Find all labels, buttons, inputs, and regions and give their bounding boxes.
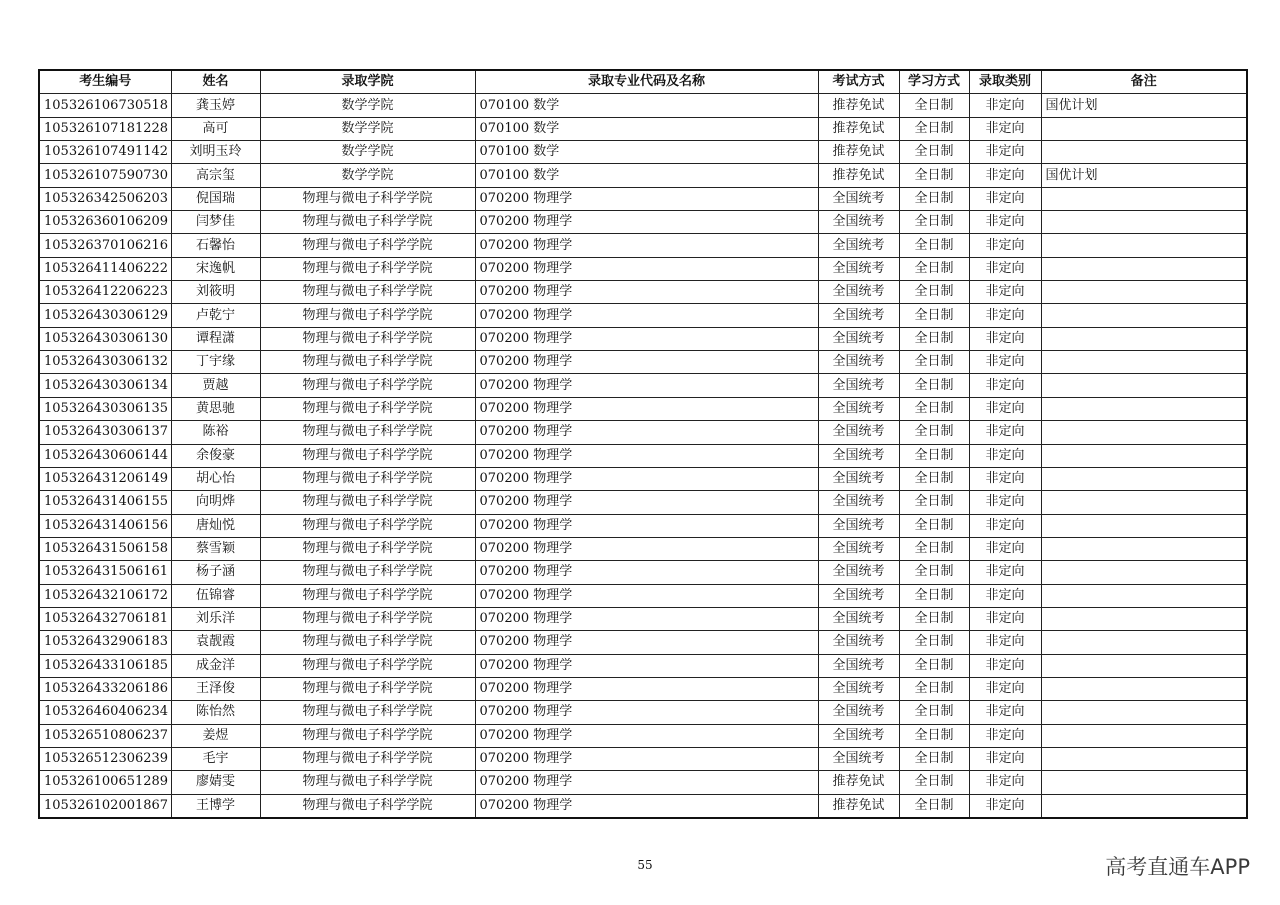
cell-major: 070200 物理学 bbox=[475, 421, 818, 444]
cell-remarks bbox=[1041, 327, 1247, 350]
table-row bbox=[39, 211, 1247, 234]
cell-name: 倪国瑞 bbox=[171, 187, 260, 210]
cell-college: 物理与微电子科学学院 bbox=[260, 187, 475, 210]
cell-exam-method: 全国统考 bbox=[818, 747, 899, 770]
table-row bbox=[39, 141, 1247, 164]
cell-name: 宋逸帆 bbox=[171, 257, 260, 280]
table-row bbox=[39, 281, 1247, 304]
cell-college: 物理与微电子科学学院 bbox=[260, 677, 475, 700]
cell-study-mode: 全日制 bbox=[899, 421, 969, 444]
cell-college: 物理与微电子科学学院 bbox=[260, 351, 475, 374]
cell-major: 070200 物理学 bbox=[475, 607, 818, 630]
cell-candidate-id: 105326431206149 bbox=[39, 467, 171, 490]
cell-exam-method: 全国统考 bbox=[818, 304, 899, 327]
cell-major: 070200 物理学 bbox=[475, 211, 818, 234]
cell-major: 070200 物理学 bbox=[475, 584, 818, 607]
cell-study-mode: 全日制 bbox=[899, 117, 969, 140]
cell-candidate-id: 105326460406234 bbox=[39, 701, 171, 724]
table-row bbox=[39, 467, 1247, 490]
cell-category: 非定向 bbox=[969, 724, 1041, 747]
cell-study-mode: 全日制 bbox=[899, 654, 969, 677]
cell-exam-method: 全国统考 bbox=[818, 351, 899, 374]
table-row bbox=[39, 351, 1247, 374]
cell-candidate-id: 105326107181228 bbox=[39, 117, 171, 140]
cell-category: 非定向 bbox=[969, 654, 1041, 677]
cell-candidate-id: 105326431406155 bbox=[39, 491, 171, 514]
cell-name: 刘明玉玲 bbox=[171, 141, 260, 164]
cell-name: 王泽俊 bbox=[171, 677, 260, 700]
cell-study-mode: 全日制 bbox=[899, 141, 969, 164]
cell-remarks bbox=[1041, 701, 1247, 724]
cell-candidate-id: 105326430306130 bbox=[39, 327, 171, 350]
cell-major: 070200 物理学 bbox=[475, 747, 818, 770]
cell-candidate-id: 105326100651289 bbox=[39, 771, 171, 794]
cell-major: 070100 数学 bbox=[475, 117, 818, 140]
cell-name: 黄思驰 bbox=[171, 397, 260, 420]
cell-candidate-id: 105326430306129 bbox=[39, 304, 171, 327]
cell-exam-method: 全国统考 bbox=[818, 397, 899, 420]
cell-category: 非定向 bbox=[969, 327, 1041, 350]
cell-candidate-id: 105326370106216 bbox=[39, 234, 171, 257]
cell-major: 070200 物理学 bbox=[475, 374, 818, 397]
cell-name: 杨子涵 bbox=[171, 561, 260, 584]
cell-exam-method: 推荐免试 bbox=[818, 794, 899, 818]
cell-college: 物理与微电子科学学院 bbox=[260, 607, 475, 630]
table-row bbox=[39, 117, 1247, 140]
table-row bbox=[39, 537, 1247, 560]
header-major: 录取专业代码及名称 bbox=[475, 70, 818, 94]
cell-category: 非定向 bbox=[969, 351, 1041, 374]
cell-remarks bbox=[1041, 187, 1247, 210]
cell-candidate-id: 105326430306137 bbox=[39, 421, 171, 444]
cell-candidate-id: 105326431506158 bbox=[39, 537, 171, 560]
cell-remarks: 国优计划 bbox=[1041, 164, 1247, 187]
header-study-mode: 学习方式 bbox=[899, 70, 969, 94]
cell-candidate-id: 105326430306134 bbox=[39, 374, 171, 397]
cell-exam-method: 全国统考 bbox=[818, 607, 899, 630]
cell-major: 070200 物理学 bbox=[475, 187, 818, 210]
cell-college: 物理与微电子科学学院 bbox=[260, 234, 475, 257]
table-row bbox=[39, 327, 1247, 350]
cell-exam-method: 全国统考 bbox=[818, 187, 899, 210]
table-row bbox=[39, 794, 1247, 818]
cell-exam-method: 全国统考 bbox=[818, 514, 899, 537]
cell-candidate-id: 105326430306132 bbox=[39, 351, 171, 374]
cell-study-mode: 全日制 bbox=[899, 397, 969, 420]
cell-exam-method: 全国统考 bbox=[818, 257, 899, 280]
cell-college: 物理与微电子科学学院 bbox=[260, 444, 475, 467]
cell-study-mode: 全日制 bbox=[899, 794, 969, 818]
cell-major: 070200 物理学 bbox=[475, 537, 818, 560]
cell-name: 成金洋 bbox=[171, 654, 260, 677]
cell-remarks bbox=[1041, 421, 1247, 444]
cell-exam-method: 推荐免试 bbox=[818, 117, 899, 140]
table-row bbox=[39, 421, 1247, 444]
cell-candidate-id: 105326430606144 bbox=[39, 444, 171, 467]
cell-exam-method: 推荐免试 bbox=[818, 141, 899, 164]
cell-exam-method: 全国统考 bbox=[818, 584, 899, 607]
table-row bbox=[39, 724, 1247, 747]
cell-study-mode: 全日制 bbox=[899, 234, 969, 257]
cell-category: 非定向 bbox=[969, 257, 1041, 280]
cell-study-mode: 全日制 bbox=[899, 257, 969, 280]
cell-exam-method: 全国统考 bbox=[818, 491, 899, 514]
table-row bbox=[39, 514, 1247, 537]
cell-name: 卢乾宁 bbox=[171, 304, 260, 327]
table-row bbox=[39, 654, 1247, 677]
cell-study-mode: 全日制 bbox=[899, 677, 969, 700]
table-row bbox=[39, 187, 1247, 210]
cell-major: 070200 物理学 bbox=[475, 351, 818, 374]
cell-candidate-id: 105326430306135 bbox=[39, 397, 171, 420]
cell-candidate-id: 105326107491142 bbox=[39, 141, 171, 164]
cell-remarks bbox=[1041, 374, 1247, 397]
cell-category: 非定向 bbox=[969, 701, 1041, 724]
cell-college: 物理与微电子科学学院 bbox=[260, 211, 475, 234]
cell-major: 070200 物理学 bbox=[475, 281, 818, 304]
cell-major: 070100 数学 bbox=[475, 94, 818, 117]
cell-college: 物理与微电子科学学院 bbox=[260, 257, 475, 280]
table-row bbox=[39, 607, 1247, 630]
cell-name: 高宗玺 bbox=[171, 164, 260, 187]
cell-candidate-id: 105326433206186 bbox=[39, 677, 171, 700]
cell-remarks bbox=[1041, 631, 1247, 654]
cell-study-mode: 全日制 bbox=[899, 374, 969, 397]
cell-category: 非定向 bbox=[969, 234, 1041, 257]
header-name: 姓名 bbox=[171, 70, 260, 94]
cell-major: 070200 物理学 bbox=[475, 397, 818, 420]
table-row bbox=[39, 94, 1247, 117]
cell-category: 非定向 bbox=[969, 397, 1041, 420]
cell-name: 陈裕 bbox=[171, 421, 260, 444]
cell-study-mode: 全日制 bbox=[899, 701, 969, 724]
cell-exam-method: 全国统考 bbox=[818, 654, 899, 677]
cell-exam-method: 全国统考 bbox=[818, 374, 899, 397]
table-row bbox=[39, 164, 1247, 187]
table-row bbox=[39, 631, 1247, 654]
cell-name: 龚玉婷 bbox=[171, 94, 260, 117]
cell-college: 物理与微电子科学学院 bbox=[260, 701, 475, 724]
cell-remarks bbox=[1041, 677, 1247, 700]
cell-candidate-id: 105326431406156 bbox=[39, 514, 171, 537]
cell-study-mode: 全日制 bbox=[899, 561, 969, 584]
cell-major: 070200 物理学 bbox=[475, 444, 818, 467]
cell-name: 陈怡然 bbox=[171, 701, 260, 724]
cell-remarks bbox=[1041, 794, 1247, 818]
table-header-row bbox=[39, 70, 1247, 94]
cell-exam-method: 全国统考 bbox=[818, 211, 899, 234]
cell-name: 王博学 bbox=[171, 794, 260, 818]
cell-study-mode: 全日制 bbox=[899, 607, 969, 630]
cell-category: 非定向 bbox=[969, 561, 1041, 584]
cell-study-mode: 全日制 bbox=[899, 747, 969, 770]
cell-name: 刘乐洋 bbox=[171, 607, 260, 630]
cell-candidate-id: 105326432906183 bbox=[39, 631, 171, 654]
cell-candidate-id: 105326432106172 bbox=[39, 584, 171, 607]
cell-remarks bbox=[1041, 117, 1247, 140]
cell-major: 070200 物理学 bbox=[475, 631, 818, 654]
cell-college: 物理与微电子科学学院 bbox=[260, 747, 475, 770]
cell-category: 非定向 bbox=[969, 537, 1041, 560]
cell-category: 非定向 bbox=[969, 607, 1041, 630]
cell-name: 闫梦佳 bbox=[171, 211, 260, 234]
cell-remarks bbox=[1041, 211, 1247, 234]
cell-college: 物理与微电子科学学院 bbox=[260, 491, 475, 514]
cell-study-mode: 全日制 bbox=[899, 444, 969, 467]
cell-exam-method: 全国统考 bbox=[818, 444, 899, 467]
cell-major: 070200 物理学 bbox=[475, 724, 818, 747]
cell-exam-method: 全国统考 bbox=[818, 561, 899, 584]
cell-study-mode: 全日制 bbox=[899, 491, 969, 514]
cell-exam-method: 全国统考 bbox=[818, 467, 899, 490]
header-category: 录取类别 bbox=[969, 70, 1041, 94]
cell-name: 刘筱明 bbox=[171, 281, 260, 304]
cell-category: 非定向 bbox=[969, 771, 1041, 794]
cell-category: 非定向 bbox=[969, 677, 1041, 700]
cell-exam-method: 推荐免试 bbox=[818, 164, 899, 187]
cell-category: 非定向 bbox=[969, 164, 1041, 187]
cell-college: 物理与微电子科学学院 bbox=[260, 281, 475, 304]
cell-major: 070100 数学 bbox=[475, 141, 818, 164]
cell-study-mode: 全日制 bbox=[899, 304, 969, 327]
cell-candidate-id: 105326510806237 bbox=[39, 724, 171, 747]
cell-category: 非定向 bbox=[969, 281, 1041, 304]
cell-remarks bbox=[1041, 397, 1247, 420]
header-remarks: 备注 bbox=[1041, 70, 1247, 94]
cell-study-mode: 全日制 bbox=[899, 467, 969, 490]
cell-study-mode: 全日制 bbox=[899, 281, 969, 304]
cell-college: 物理与微电子科学学院 bbox=[260, 771, 475, 794]
admission-table bbox=[38, 69, 1248, 819]
cell-category: 非定向 bbox=[969, 747, 1041, 770]
cell-study-mode: 全日制 bbox=[899, 537, 969, 560]
cell-remarks bbox=[1041, 257, 1247, 280]
cell-major: 070200 物理学 bbox=[475, 327, 818, 350]
cell-exam-method: 推荐免试 bbox=[818, 771, 899, 794]
cell-study-mode: 全日制 bbox=[899, 94, 969, 117]
cell-candidate-id: 105326360106209 bbox=[39, 211, 171, 234]
cell-category: 非定向 bbox=[969, 421, 1041, 444]
cell-candidate-id: 105326107590730 bbox=[39, 164, 171, 187]
cell-college: 物理与微电子科学学院 bbox=[260, 397, 475, 420]
cell-study-mode: 全日制 bbox=[899, 771, 969, 794]
header-candidate-id: 考生编号 bbox=[39, 70, 171, 94]
cell-remarks bbox=[1041, 654, 1247, 677]
cell-category: 非定向 bbox=[969, 211, 1041, 234]
cell-remarks bbox=[1041, 351, 1247, 374]
header-exam-method: 考试方式 bbox=[818, 70, 899, 94]
cell-exam-method: 全国统考 bbox=[818, 701, 899, 724]
cell-remarks bbox=[1041, 514, 1247, 537]
table-body bbox=[39, 94, 1247, 818]
cell-major: 070200 物理学 bbox=[475, 771, 818, 794]
cell-college: 物理与微电子科学学院 bbox=[260, 327, 475, 350]
cell-college: 物理与微电子科学学院 bbox=[260, 304, 475, 327]
table-row bbox=[39, 584, 1247, 607]
cell-name: 贾越 bbox=[171, 374, 260, 397]
cell-major: 070200 物理学 bbox=[475, 234, 818, 257]
cell-remarks bbox=[1041, 747, 1247, 770]
cell-remarks bbox=[1041, 141, 1247, 164]
cell-candidate-id: 105326342506203 bbox=[39, 187, 171, 210]
cell-remarks bbox=[1041, 584, 1247, 607]
table-row bbox=[39, 397, 1247, 420]
cell-name: 石馨怡 bbox=[171, 234, 260, 257]
cell-category: 非定向 bbox=[969, 794, 1041, 818]
table-row bbox=[39, 234, 1247, 257]
cell-category: 非定向 bbox=[969, 444, 1041, 467]
cell-remarks bbox=[1041, 607, 1247, 630]
cell-category: 非定向 bbox=[969, 514, 1041, 537]
cell-study-mode: 全日制 bbox=[899, 327, 969, 350]
cell-name: 廖婧雯 bbox=[171, 771, 260, 794]
cell-major: 070200 物理学 bbox=[475, 654, 818, 677]
cell-name: 毛宇 bbox=[171, 747, 260, 770]
cell-name: 胡心怡 bbox=[171, 467, 260, 490]
cell-major: 070100 数学 bbox=[475, 164, 818, 187]
cell-college: 物理与微电子科学学院 bbox=[260, 467, 475, 490]
cell-candidate-id: 105326431506161 bbox=[39, 561, 171, 584]
cell-college: 物理与微电子科学学院 bbox=[260, 537, 475, 560]
table-row bbox=[39, 444, 1247, 467]
cell-remarks bbox=[1041, 491, 1247, 514]
table-row bbox=[39, 771, 1247, 794]
cell-name: 唐灿悦 bbox=[171, 514, 260, 537]
cell-exam-method: 全国统考 bbox=[818, 421, 899, 444]
cell-study-mode: 全日制 bbox=[899, 631, 969, 654]
cell-category: 非定向 bbox=[969, 584, 1041, 607]
cell-study-mode: 全日制 bbox=[899, 211, 969, 234]
cell-college: 物理与微电子科学学院 bbox=[260, 421, 475, 444]
cell-name: 高可 bbox=[171, 117, 260, 140]
cell-remarks: 国优计划 bbox=[1041, 94, 1247, 117]
cell-remarks bbox=[1041, 771, 1247, 794]
cell-study-mode: 全日制 bbox=[899, 164, 969, 187]
cell-remarks bbox=[1041, 467, 1247, 490]
cell-category: 非定向 bbox=[969, 117, 1041, 140]
table-row bbox=[39, 374, 1247, 397]
cell-candidate-id: 105326411406222 bbox=[39, 257, 171, 280]
cell-remarks bbox=[1041, 537, 1247, 560]
cell-remarks bbox=[1041, 724, 1247, 747]
cell-study-mode: 全日制 bbox=[899, 351, 969, 374]
cell-study-mode: 全日制 bbox=[899, 187, 969, 210]
cell-study-mode: 全日制 bbox=[899, 724, 969, 747]
cell-category: 非定向 bbox=[969, 491, 1041, 514]
cell-major: 070200 物理学 bbox=[475, 514, 818, 537]
cell-major: 070200 物理学 bbox=[475, 467, 818, 490]
table-row bbox=[39, 701, 1247, 724]
cell-college: 物理与微电子科学学院 bbox=[260, 374, 475, 397]
cell-name: 姜煜 bbox=[171, 724, 260, 747]
cell-name: 丁宇缘 bbox=[171, 351, 260, 374]
cell-name: 向明烨 bbox=[171, 491, 260, 514]
cell-college: 物理与微电子科学学院 bbox=[260, 561, 475, 584]
cell-major: 070200 物理学 bbox=[475, 561, 818, 584]
cell-remarks bbox=[1041, 561, 1247, 584]
cell-college: 数学学院 bbox=[260, 117, 475, 140]
table-row bbox=[39, 677, 1247, 700]
cell-category: 非定向 bbox=[969, 187, 1041, 210]
cell-category: 非定向 bbox=[969, 94, 1041, 117]
cell-college: 物理与微电子科学学院 bbox=[260, 631, 475, 654]
table-row bbox=[39, 561, 1247, 584]
cell-category: 非定向 bbox=[969, 141, 1041, 164]
cell-exam-method: 推荐免试 bbox=[818, 94, 899, 117]
cell-college: 物理与微电子科学学院 bbox=[260, 724, 475, 747]
cell-college: 物理与微电子科学学院 bbox=[260, 514, 475, 537]
header-college: 录取学院 bbox=[260, 70, 475, 94]
cell-category: 非定向 bbox=[969, 467, 1041, 490]
cell-category: 非定向 bbox=[969, 631, 1041, 654]
cell-remarks bbox=[1041, 444, 1247, 467]
cell-name: 余俊豪 bbox=[171, 444, 260, 467]
cell-candidate-id: 105326106730518 bbox=[39, 94, 171, 117]
cell-study-mode: 全日制 bbox=[899, 514, 969, 537]
cell-major: 070200 物理学 bbox=[475, 677, 818, 700]
cell-candidate-id: 105326102001867 bbox=[39, 794, 171, 818]
cell-candidate-id: 105326432706181 bbox=[39, 607, 171, 630]
cell-college: 数学学院 bbox=[260, 141, 475, 164]
cell-category: 非定向 bbox=[969, 374, 1041, 397]
cell-exam-method: 全国统考 bbox=[818, 537, 899, 560]
cell-exam-method: 全国统考 bbox=[818, 281, 899, 304]
cell-remarks bbox=[1041, 281, 1247, 304]
table-row bbox=[39, 304, 1247, 327]
cell-name: 蔡雪颖 bbox=[171, 537, 260, 560]
cell-exam-method: 全国统考 bbox=[818, 724, 899, 747]
table-row bbox=[39, 491, 1247, 514]
cell-exam-method: 全国统考 bbox=[818, 327, 899, 350]
cell-college: 物理与微电子科学学院 bbox=[260, 584, 475, 607]
cell-college: 物理与微电子科学学院 bbox=[260, 794, 475, 818]
cell-major: 070200 物理学 bbox=[475, 794, 818, 818]
cell-candidate-id: 105326512306239 bbox=[39, 747, 171, 770]
cell-candidate-id: 105326433106185 bbox=[39, 654, 171, 677]
cell-major: 070200 物理学 bbox=[475, 257, 818, 280]
cell-name: 谭程潇 bbox=[171, 327, 260, 350]
cell-candidate-id: 105326412206223 bbox=[39, 281, 171, 304]
cell-name: 袁靓霞 bbox=[171, 631, 260, 654]
cell-major: 070200 物理学 bbox=[475, 701, 818, 724]
cell-exam-method: 全国统考 bbox=[818, 677, 899, 700]
cell-name: 伍锦睿 bbox=[171, 584, 260, 607]
cell-college: 物理与微电子科学学院 bbox=[260, 654, 475, 677]
watermark-text: 高考直通车APP bbox=[1105, 855, 1250, 879]
cell-study-mode: 全日制 bbox=[899, 584, 969, 607]
cell-college: 数学学院 bbox=[260, 94, 475, 117]
cell-remarks bbox=[1041, 304, 1247, 327]
cell-college: 数学学院 bbox=[260, 164, 475, 187]
table-row bbox=[39, 747, 1247, 770]
table-row bbox=[39, 257, 1247, 280]
cell-category: 非定向 bbox=[969, 304, 1041, 327]
cell-remarks bbox=[1041, 234, 1247, 257]
cell-exam-method: 全国统考 bbox=[818, 631, 899, 654]
cell-exam-method: 全国统考 bbox=[818, 234, 899, 257]
page-number: 55 bbox=[637, 858, 653, 872]
cell-major: 070200 物理学 bbox=[475, 491, 818, 514]
cell-major: 070200 物理学 bbox=[475, 304, 818, 327]
